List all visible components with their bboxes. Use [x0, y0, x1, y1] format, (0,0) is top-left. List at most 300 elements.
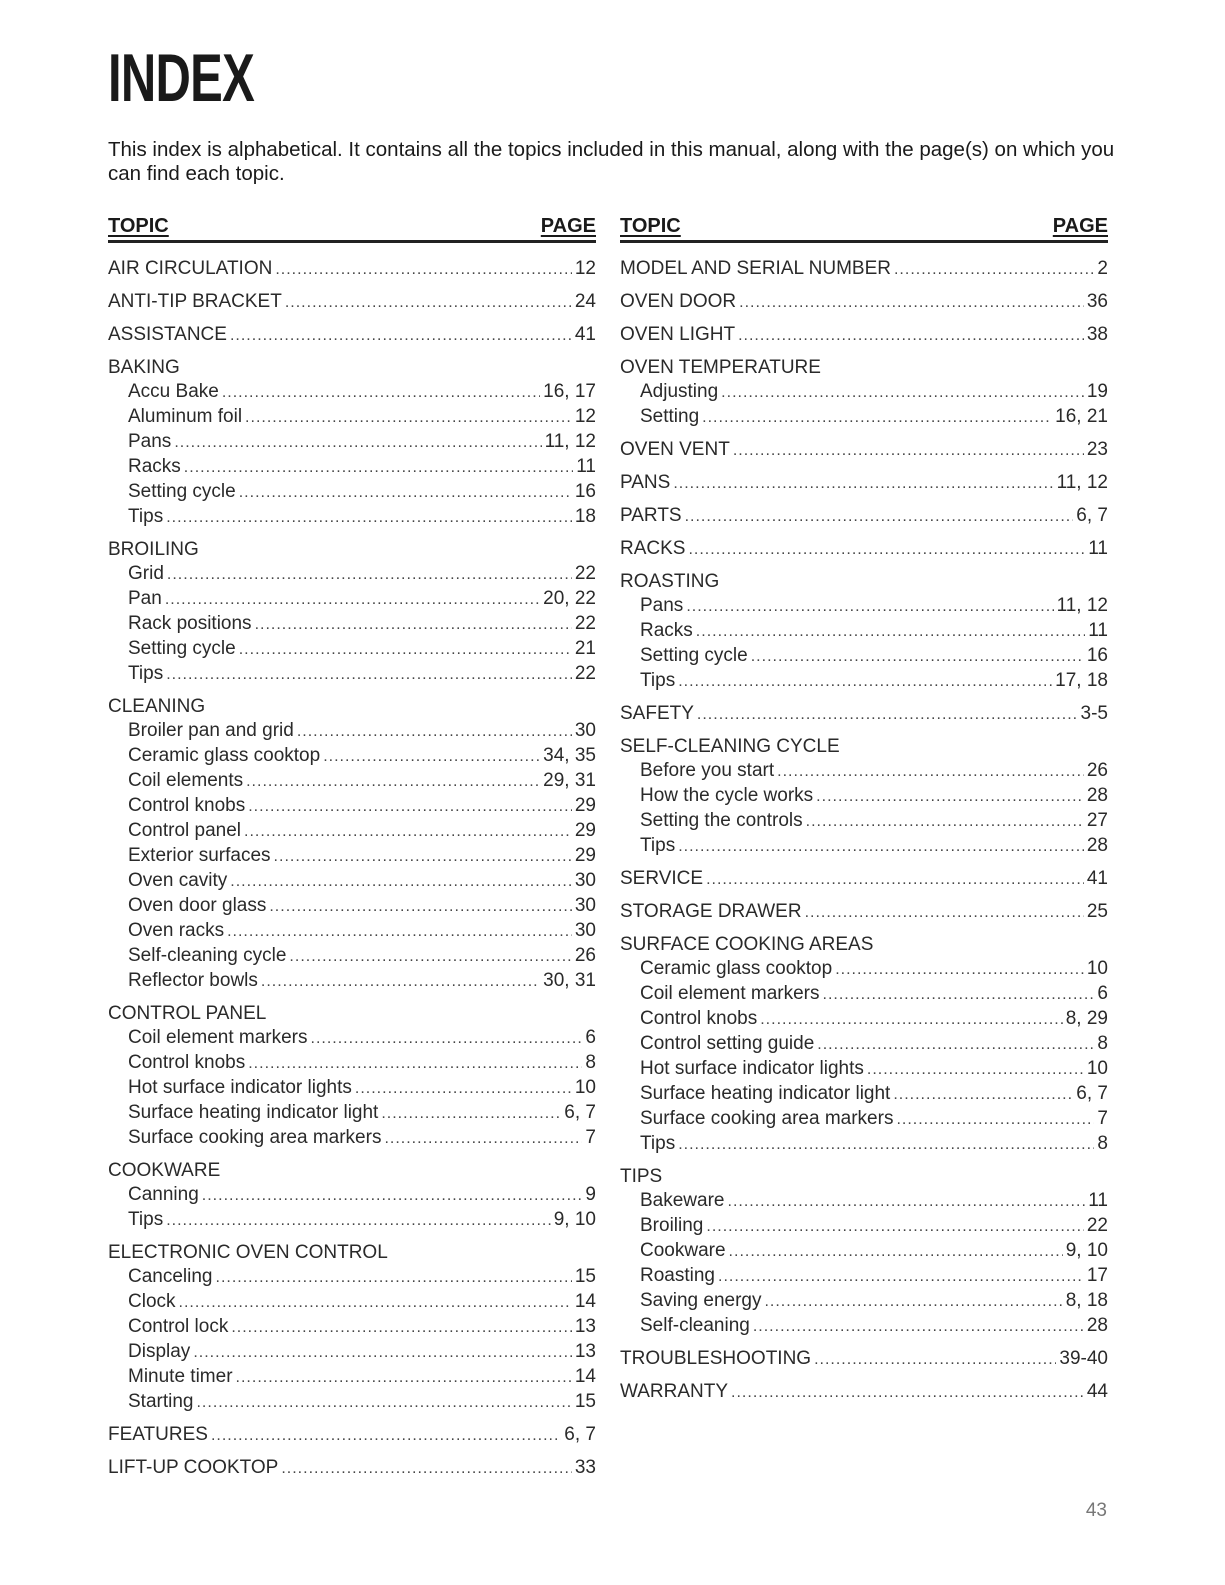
entry-page: 9	[585, 1184, 596, 1205]
index-group	[620, 323, 1108, 348]
entry-topic: ANTI-TIP BRACKET	[108, 291, 282, 312]
page-title: INDEX	[108, 40, 255, 116]
entry-topic: Clock	[128, 1291, 176, 1312]
page-header: PAGE	[540, 215, 596, 237]
index-subentry	[108, 769, 596, 794]
index-entry	[620, 323, 1108, 348]
entry-topic: Setting	[640, 406, 700, 427]
entry-topic: Ceramic glass cooktop	[128, 745, 321, 766]
dot-leader	[230, 324, 572, 348]
index-entry	[620, 1347, 1108, 1372]
dot-leader	[261, 970, 540, 994]
entry-topic: Self-cleaning	[640, 1315, 750, 1336]
dot-leader	[244, 820, 572, 844]
index-heading: SELF-CLEANING CYCLE	[620, 736, 840, 757]
entry-page: 3-5	[1080, 703, 1108, 724]
dot-leader	[239, 481, 572, 505]
entry-topic: RACKS	[620, 538, 686, 559]
index-subentry	[108, 794, 596, 819]
dot-leader	[239, 638, 572, 662]
index-subentry	[108, 744, 596, 769]
dot-leader	[685, 505, 1074, 529]
dot-leader	[222, 381, 540, 405]
index-entry	[620, 1380, 1108, 1405]
entry-topic: Oven racks	[128, 920, 225, 941]
dot-leader	[166, 663, 572, 687]
index-group	[620, 702, 1108, 727]
index-subentry	[108, 869, 596, 894]
index-heading: CLEANING	[108, 696, 206, 717]
index-subentry	[108, 430, 596, 455]
index-group	[620, 257, 1108, 282]
dot-leader	[179, 1291, 572, 1315]
index-subentry	[620, 957, 1108, 982]
dot-leader	[817, 1033, 1094, 1057]
index-subentry	[108, 662, 596, 687]
index-group	[620, 900, 1108, 925]
index-entry	[620, 471, 1108, 496]
entry-topic: AIR CIRCULATION	[108, 258, 273, 279]
entry-topic: Aluminum foil	[128, 406, 243, 427]
index-subentry	[108, 944, 596, 969]
entry-topic: Tips	[640, 670, 676, 691]
entry-page: 17	[1086, 1265, 1108, 1286]
entry-page: 30	[574, 870, 596, 891]
index-heading: COOKWARE	[108, 1160, 221, 1181]
entry-page: 6, 7	[1076, 1083, 1108, 1104]
entry-page: 11	[1088, 538, 1108, 559]
index-group	[108, 1002, 596, 1151]
entry-topic: PARTS	[620, 505, 682, 526]
index-subentry	[108, 1101, 596, 1126]
intro-text: This index is alphabetical. It contains all the topics included in this manual, along with the page(s) on which you can find each topic.	[108, 138, 1115, 185]
dot-leader	[867, 1058, 1084, 1082]
entry-topic: Ceramic glass cooktop	[640, 958, 833, 979]
entry-page: 7	[1097, 1108, 1108, 1129]
index-group	[620, 356, 1108, 430]
entry-page: 28	[1086, 1315, 1108, 1336]
dot-leader	[835, 958, 1084, 982]
index-subentry	[108, 1076, 596, 1101]
entry-page: 18	[574, 506, 596, 527]
index-heading: OVEN TEMPERATURE	[620, 357, 821, 378]
index-group	[108, 695, 596, 994]
index-subentry	[108, 505, 596, 530]
entry-page: 22	[574, 563, 596, 584]
dot-leader	[733, 439, 1084, 463]
index-subentry	[620, 834, 1108, 859]
index-heading: BROILING	[108, 539, 199, 560]
entry-topic: Rack positions	[128, 613, 252, 634]
index-subentry	[620, 1239, 1108, 1264]
dot-leader	[731, 1381, 1084, 1405]
entry-page: 7	[585, 1127, 596, 1148]
entry-page: 26	[574, 945, 596, 966]
index-entry	[620, 867, 1108, 892]
entry-topic: Control knobs	[128, 1052, 246, 1073]
index-subentry	[108, 455, 596, 480]
dot-leader	[777, 760, 1084, 784]
entry-page: 29	[574, 845, 596, 866]
index-subentry	[108, 894, 596, 919]
entry-page: 30	[574, 920, 596, 941]
index-entry	[108, 290, 596, 315]
entry-topic: Minute timer	[128, 1366, 233, 1387]
index-subentry	[108, 1365, 596, 1390]
entry-topic: OVEN LIGHT	[620, 324, 736, 345]
entry-page: 10	[1086, 958, 1108, 979]
entry-page: 11	[1088, 620, 1108, 641]
entry-topic: Pans	[128, 431, 172, 452]
entry-topic: Canning	[128, 1184, 199, 1205]
dot-leader	[216, 1266, 572, 1290]
entry-page: 12	[574, 258, 596, 279]
index-subentry	[620, 1132, 1108, 1157]
entry-page: 6, 7	[564, 1424, 596, 1445]
dot-leader	[255, 613, 572, 637]
dot-leader	[274, 845, 572, 869]
entry-topic: Surface cooking area markers	[128, 1127, 382, 1148]
entry-topic: MODEL AND SERIAL NUMBER	[620, 258, 891, 279]
index-subentry	[108, 380, 596, 405]
index-group	[620, 290, 1108, 315]
dot-leader	[678, 1133, 1094, 1157]
entry-topic: PANS	[620, 472, 671, 493]
entry-topic: Saving energy	[640, 1290, 762, 1311]
entry-topic: SERVICE	[620, 868, 704, 889]
dot-leader	[896, 1108, 1094, 1132]
entry-page: 29, 31	[543, 770, 596, 791]
dot-leader	[706, 1215, 1083, 1239]
dot-leader	[275, 258, 572, 282]
dot-leader	[729, 1240, 1063, 1264]
index-group	[108, 290, 596, 315]
dot-leader	[816, 785, 1084, 809]
index-subentry	[108, 480, 596, 505]
index-entry	[620, 900, 1108, 925]
dot-leader	[381, 1102, 561, 1126]
index-subentry	[620, 1057, 1108, 1082]
entry-topic: Reflector bowls	[128, 970, 258, 991]
entry-page: 6	[585, 1027, 596, 1048]
dot-leader	[248, 1052, 582, 1076]
entry-topic: STORAGE DRAWER	[620, 901, 802, 922]
index-entry	[108, 1456, 596, 1481]
index-group	[620, 867, 1108, 892]
dot-leader	[893, 1083, 1073, 1107]
page-number: 43	[1085, 1500, 1107, 1521]
entry-topic: Before you start	[640, 760, 775, 781]
dot-leader	[751, 645, 1084, 669]
index-subentry	[620, 1289, 1108, 1314]
index-subentry	[620, 405, 1108, 430]
index-entry	[620, 537, 1108, 562]
entry-topic: OVEN VENT	[620, 439, 730, 460]
index-subentry	[108, 1390, 596, 1415]
entry-page: 10	[574, 1077, 596, 1098]
entry-topic: Oven door glass	[128, 895, 267, 916]
dot-leader	[697, 703, 1078, 727]
entry-page: 11, 12	[1056, 595, 1108, 616]
entry-topic: Setting cycle	[128, 481, 236, 502]
index-entry	[108, 257, 596, 282]
dot-leader	[814, 1348, 1056, 1372]
index-group	[108, 1456, 596, 1481]
entry-page: 16, 21	[1055, 406, 1108, 427]
dot-leader	[281, 1457, 572, 1481]
entry-page: 28	[1086, 835, 1108, 856]
index-entry	[620, 257, 1108, 282]
dot-leader	[739, 291, 1084, 315]
entry-page: 30	[574, 720, 596, 741]
index-heading: BAKING	[108, 357, 180, 378]
index-subentry	[108, 1315, 596, 1340]
index-subentry	[620, 619, 1108, 644]
entry-page: 44	[1086, 1381, 1108, 1402]
entry-page: 29	[574, 820, 596, 841]
entry-page: 39-40	[1059, 1348, 1108, 1369]
entry-page: 30, 31	[543, 970, 596, 991]
entry-topic: Roasting	[640, 1265, 715, 1286]
entry-topic: SAFETY	[620, 703, 694, 724]
entry-topic: Surface heating indicator light	[128, 1102, 379, 1123]
dot-leader	[211, 1424, 561, 1448]
entry-page: 6, 7	[564, 1102, 596, 1123]
index-group	[620, 1380, 1108, 1405]
dot-leader	[753, 1315, 1084, 1339]
entry-page: 38	[1086, 324, 1108, 345]
entry-page: 27	[1086, 810, 1108, 831]
index-entries-right	[620, 257, 1108, 1405]
index-subentry	[620, 1264, 1108, 1289]
entry-page: 16, 17	[543, 381, 596, 402]
column-header	[620, 214, 1108, 243]
entry-topic: Racks	[128, 456, 181, 477]
entry-page: 11	[576, 456, 596, 477]
index-subentry	[108, 1126, 596, 1151]
dot-leader	[764, 1290, 1062, 1314]
entry-page: 16	[574, 481, 596, 502]
entry-topic: How the cycle works	[640, 785, 814, 806]
index-subentry	[108, 1183, 596, 1208]
dot-leader	[894, 258, 1094, 282]
entry-topic: Grid	[128, 563, 164, 584]
entry-page: 11, 12	[1056, 472, 1108, 493]
entry-page: 19	[1086, 381, 1108, 402]
entry-topic: Coil element markers	[640, 983, 820, 1004]
entry-topic: Tips	[128, 663, 164, 684]
index-group	[620, 735, 1108, 859]
index-subentry	[620, 1107, 1108, 1132]
entry-page: 14	[574, 1366, 596, 1387]
index-subentry	[108, 719, 596, 744]
index-group	[620, 537, 1108, 562]
dot-leader	[718, 1265, 1084, 1289]
entry-topic: TROUBLESHOOTING	[620, 1348, 812, 1369]
index-group	[108, 1423, 596, 1448]
dot-leader	[706, 868, 1084, 892]
entry-topic: OVEN DOOR	[620, 291, 737, 312]
dot-leader	[721, 381, 1084, 405]
index-subentry	[620, 594, 1108, 619]
entry-topic: Surface heating indicator light	[640, 1083, 891, 1104]
index-subentry	[620, 644, 1108, 669]
entry-page: 8, 18	[1065, 1290, 1108, 1311]
index-subentry	[620, 1189, 1108, 1214]
entry-topic: Adjusting	[640, 381, 719, 402]
index-subentry	[620, 982, 1108, 1007]
dot-leader	[384, 1127, 582, 1151]
entry-page: 22	[574, 663, 596, 684]
index-subentry	[620, 1032, 1108, 1057]
index-group	[620, 1347, 1108, 1372]
index-group	[620, 933, 1108, 1157]
dot-leader	[760, 1008, 1063, 1032]
entry-page: 22	[574, 613, 596, 634]
entry-page: 8	[1097, 1133, 1108, 1154]
dot-leader	[823, 983, 1095, 1007]
entry-topic: Hot surface indicator lights	[128, 1077, 352, 1098]
index-subentry	[108, 969, 596, 994]
entry-topic: Coil elements	[128, 770, 244, 791]
entry-page: 21	[574, 638, 596, 659]
dot-leader	[806, 810, 1084, 834]
dot-leader	[166, 1209, 551, 1233]
index-entry	[620, 290, 1108, 315]
entry-topic: Tips	[640, 835, 676, 856]
index-subentry	[620, 809, 1108, 834]
entry-page: 16	[1086, 645, 1108, 666]
dot-leader	[227, 920, 572, 944]
index-subentry	[108, 1340, 596, 1365]
index-group	[108, 356, 596, 530]
dot-leader	[678, 835, 1084, 859]
entry-page: 28	[1086, 785, 1108, 806]
index-heading: SURFACE COOKING AREAS	[620, 934, 874, 955]
entry-topic: Tips	[128, 506, 164, 527]
entry-topic: Display	[128, 1341, 191, 1362]
entry-topic: Tips	[640, 1133, 676, 1154]
entry-page: 26	[1086, 760, 1108, 781]
index-heading: ELECTRONIC OVEN CONTROL	[108, 1242, 388, 1263]
index-subentry	[108, 1208, 596, 1233]
entry-page: 34, 35	[543, 745, 596, 766]
entry-page: 14	[574, 1291, 596, 1312]
index-subentry	[620, 759, 1108, 784]
entry-page: 36	[1086, 291, 1108, 312]
dot-leader	[231, 1316, 572, 1340]
entry-page: 9, 10	[1065, 1240, 1108, 1261]
entry-topic: Setting the controls	[640, 810, 803, 831]
dot-leader	[686, 595, 1053, 619]
dot-leader	[673, 472, 1053, 496]
index-group	[108, 1159, 596, 1233]
entry-topic: Surface cooking area markers	[640, 1108, 894, 1129]
entry-page: 10	[1086, 1058, 1108, 1079]
index-subentry	[620, 1214, 1108, 1239]
index-group	[620, 438, 1108, 463]
entry-topic: Cookware	[640, 1240, 726, 1261]
entry-topic: Starting	[128, 1391, 194, 1412]
entry-topic: Control panel	[128, 820, 242, 841]
dot-leader	[193, 1341, 572, 1365]
entry-topic: ASSISTANCE	[108, 324, 227, 345]
entry-page: 11, 12	[544, 431, 596, 452]
entry-page: 24	[574, 291, 596, 312]
index-subentry	[620, 380, 1108, 405]
index-subentry	[108, 1051, 596, 1076]
dot-leader	[297, 720, 572, 744]
dot-leader	[805, 901, 1084, 925]
dot-leader	[696, 620, 1085, 644]
entry-page: 8, 29	[1065, 1008, 1108, 1029]
entry-page: 15	[574, 1266, 596, 1287]
entry-topic: Control knobs	[128, 795, 246, 816]
index-subentry	[620, 669, 1108, 694]
dot-leader	[245, 406, 572, 430]
entry-topic: FEATURES	[108, 1424, 208, 1445]
entry-page: 9, 10	[553, 1209, 596, 1230]
dot-leader	[248, 795, 572, 819]
dot-leader	[269, 895, 572, 919]
index-entries-left	[108, 257, 596, 1481]
dot-leader	[165, 588, 540, 612]
dot-leader	[702, 406, 1052, 430]
index-group	[108, 323, 596, 348]
dot-leader	[246, 770, 540, 794]
entry-topic: Broiling	[640, 1215, 704, 1236]
dot-leader	[289, 945, 571, 969]
entry-topic: Racks	[640, 620, 693, 641]
entry-topic: WARRANTY	[620, 1381, 729, 1402]
index-subentry	[108, 612, 596, 637]
entry-topic: Broiler pan and grid	[128, 720, 294, 741]
entry-page: 11	[1088, 1190, 1108, 1211]
index-column-left	[108, 214, 596, 1489]
index-subentry	[108, 1290, 596, 1315]
entry-topic: Setting cycle	[640, 645, 748, 666]
entry-page: 2	[1097, 258, 1108, 279]
index-group	[620, 504, 1108, 529]
index-column-right	[620, 214, 1108, 1413]
entry-page: 12	[574, 406, 596, 427]
entry-topic: Bakeware	[640, 1190, 725, 1211]
index-group	[108, 538, 596, 687]
dot-leader	[184, 456, 573, 480]
entry-topic: Tips	[128, 1209, 164, 1230]
entry-page: 20, 22	[543, 588, 596, 609]
page-header: PAGE	[1052, 215, 1108, 237]
entry-page: 6, 7	[1076, 505, 1108, 526]
entry-page: 13	[574, 1341, 596, 1362]
dot-leader	[196, 1391, 571, 1415]
entry-page: 6	[1097, 983, 1108, 1004]
entry-page: 29	[574, 795, 596, 816]
entry-topic: Pans	[640, 595, 684, 616]
topic-header: TOPIC	[108, 215, 169, 237]
index-entry	[620, 702, 1108, 727]
index-group	[108, 1241, 596, 1415]
entry-page: 8	[585, 1052, 596, 1073]
entry-topic: Pan	[128, 588, 162, 609]
column-header	[108, 214, 596, 243]
entry-topic: Coil element markers	[128, 1027, 308, 1048]
dot-leader	[230, 870, 572, 894]
index-group	[620, 1165, 1108, 1339]
entry-topic: Self-cleaning cycle	[128, 945, 287, 966]
entry-topic: Hot surface indicator lights	[640, 1058, 864, 1079]
entry-page: 15	[574, 1391, 596, 1412]
